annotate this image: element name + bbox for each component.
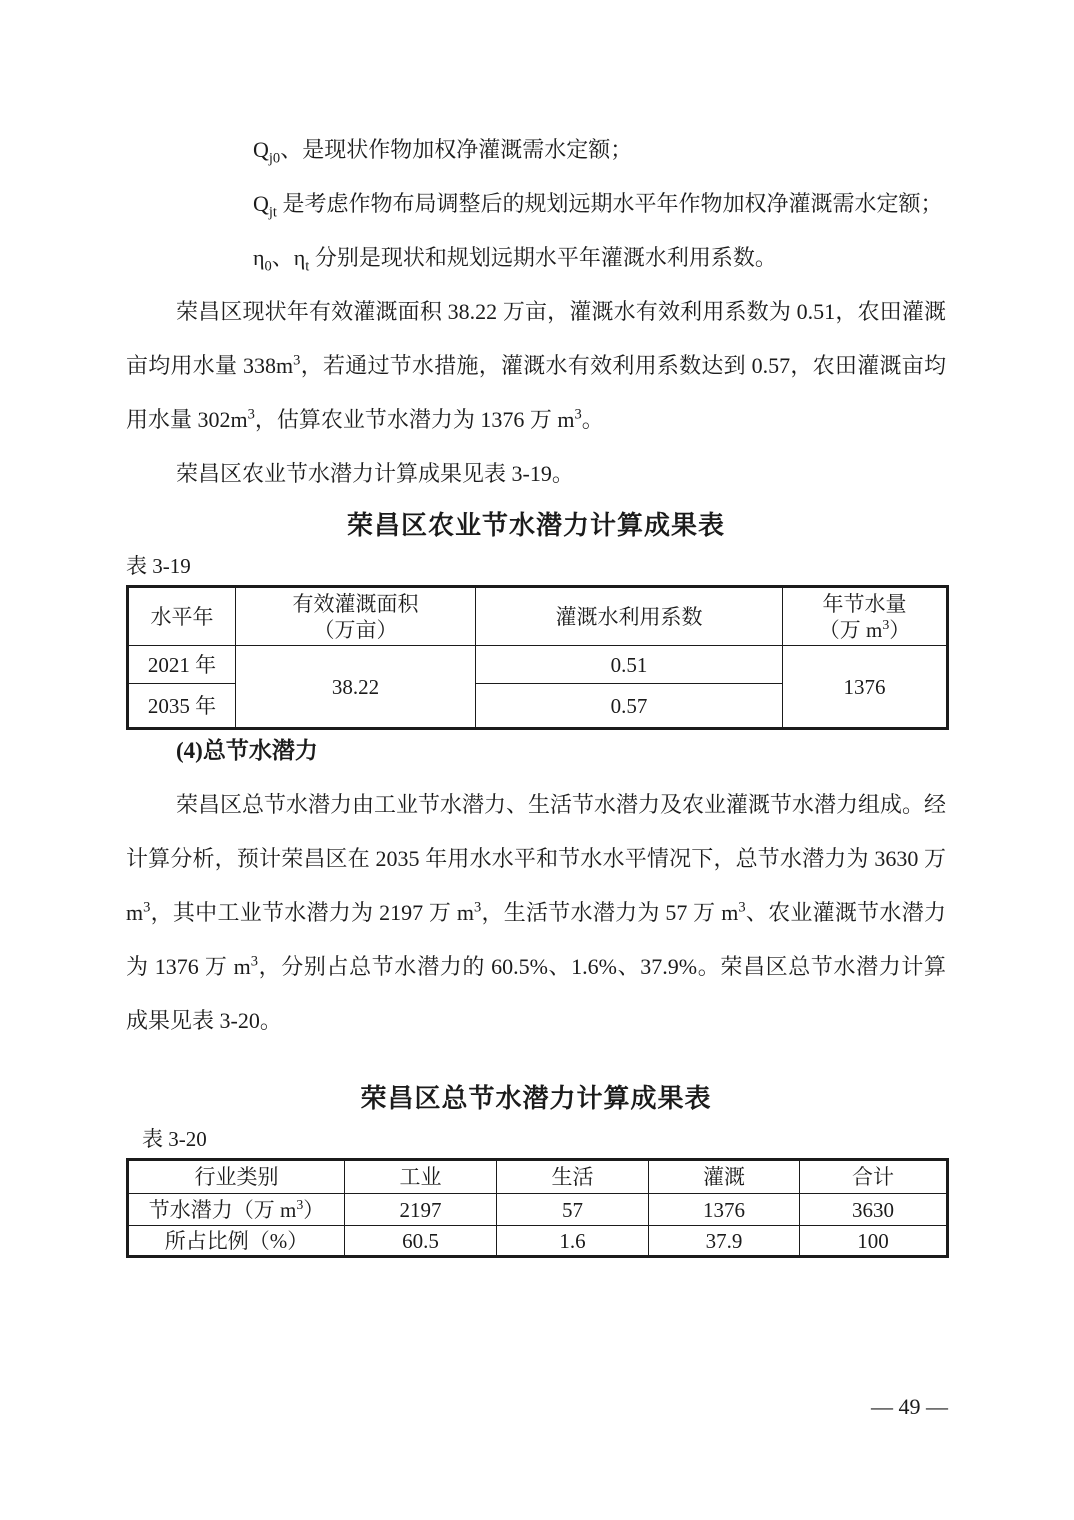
cell-saving-domestic: 57 — [497, 1194, 649, 1226]
table-3-19 — [126, 585, 949, 730]
document-content — [126, 123, 946, 1258]
table-3-19-title: 荣昌区农业节水潜力计算成果表 — [346, 511, 725, 540]
column-header-year: 水平年 — [128, 587, 236, 646]
cell-year-2035: 2035 年 — [128, 684, 236, 729]
column-header-coefficient: 灌溉水利用系数 — [476, 587, 783, 646]
column-header-irrigation: 灌溉 — [649, 1160, 800, 1194]
cell-coefficient-2035: 0.57 — [476, 684, 783, 729]
cell-proportion-domestic: 1.6 — [497, 1226, 649, 1257]
paragraph-agri-see-table: 荣昌区农业节水潜力计算成果见表 3-19。 — [176, 461, 574, 486]
paragraph-total-potential: 荣昌区总节水潜力由工业节水潜力、生活节水潜力及农业灌溉节水潜力组成。经计算分析，预计荣昌区在 2035 年用水水平和节水水平情况下，总节水潜力为 3630 万 $m^3$，其中工业节水潜力为 2197 万 $m^3$，生活节水潜力为 57 万 $m^3$、农业灌溉节水潜力为 1376 万 $m^3$，分别占总节水潜力的 60.5%、1.6%、37.9%。荣昌区总节水潜力计算成果见表 3-20。 — [126, 792, 947, 1033]
section-heading-total-saving: (4)总节水潜力 — [176, 738, 318, 763]
table-3-20-caption: 表 3-20 — [142, 1127, 207, 1151]
paragraph-def-qjt: $Q_{jt}$ 是考虑作物布局调整后的规划远期水平年作物加权净灌溉需水定额； — [253, 191, 943, 221]
column-header-industry-category: 行业类别 — [128, 1160, 345, 1194]
table-3-19-caption: 表 3-19 — [126, 554, 191, 578]
cell-proportion-industrial: 60.5 — [345, 1226, 497, 1257]
column-header-domestic: 生活 — [497, 1160, 649, 1194]
cell-saving-irrigation: 1376 — [649, 1194, 800, 1226]
page-number: — 49 — — [871, 1394, 948, 1419]
table-row-proportion — [128, 1226, 948, 1257]
paragraph-agri-status: 荣昌区现状年有效灌溉面积 38.22 万亩，灌溉水有效利用系数为 0.51，农田灌溉亩均用水量 $338m^3$，若通过节水措施，灌溉水有效利用系数达到 0.57，农田灌溉亩均用水量 $302m^3$，估算农业节水潜力为 1376 万 $m^3$。 — [126, 299, 946, 432]
cell-year-2021: 2021 年 — [128, 646, 236, 684]
table-3-20-title: 荣昌区总节水潜力计算成果表 — [360, 1084, 712, 1113]
cell-saving-industrial: 2197 — [345, 1194, 497, 1226]
column-header-industrial: 工业 — [345, 1160, 497, 1194]
cell-row-label-saving: 节水潜力（万 $m^3$） — [128, 1194, 345, 1226]
cell-saving-total: 3630 — [800, 1194, 948, 1226]
cell-area-value: 38.22 — [236, 646, 476, 729]
cell-saving-value: 1376 — [783, 646, 948, 729]
table-3-19-header-row — [128, 587, 948, 646]
table-3-20-header-row — [128, 1160, 948, 1194]
table-3-20 — [126, 1158, 949, 1258]
column-header-annual-saving: 年节水量 （万 $m^3$） — [783, 587, 948, 646]
cell-proportion-irrigation: 37.9 — [649, 1226, 800, 1257]
cell-coefficient-2021: 0.51 — [476, 646, 783, 684]
cell-proportion-total: 100 — [800, 1226, 948, 1257]
table-row-2021 — [128, 646, 948, 684]
paragraph-def-eta: $\eta_0$、$\eta_t$ 分别是现状和规划远期水平年灌溉水利用系数。 — [253, 245, 777, 275]
table-row-saving-potential — [128, 1194, 948, 1226]
paragraph-def-qj0: $Q_{j0}$、是现状作物加权净灌溉需水定额； — [253, 137, 633, 167]
cell-row-label-proportion: 所占比例（%） — [128, 1226, 345, 1257]
column-header-irrigated-area: 有效灌溉面积 （万亩） — [236, 587, 476, 646]
column-header-total: 合计 — [800, 1160, 948, 1194]
